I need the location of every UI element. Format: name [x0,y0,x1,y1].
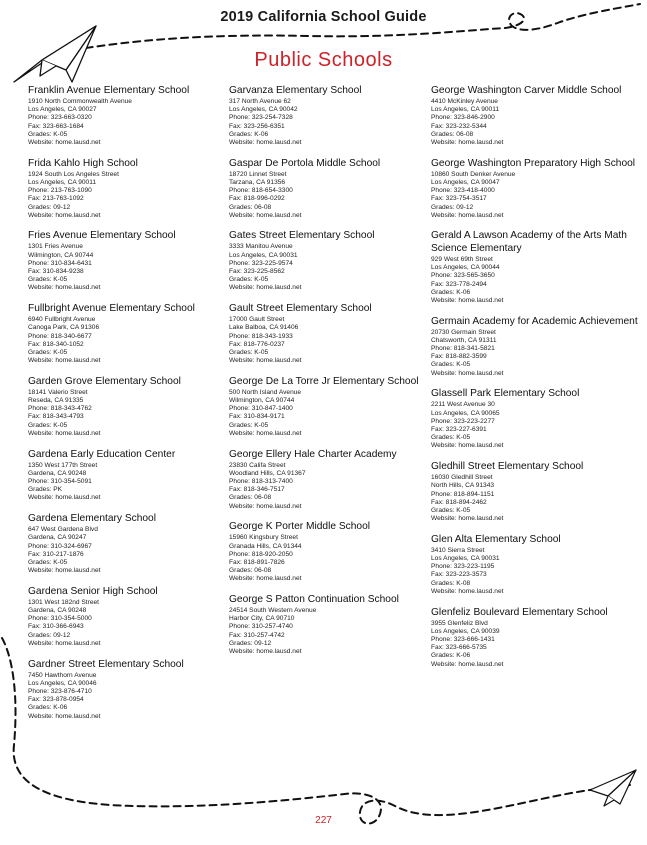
school-detail-line: Website: home.lausd.net [28,494,101,502]
school-detail-line: Website: home.lausd.net [28,712,101,720]
school-entry [431,607,643,669]
school-detail-line: Reseda, CA 91335 [28,397,84,405]
school-detail-line: Grades: K-05 [229,348,269,356]
school-detail-line: 4410 McKinley Avenue [431,98,498,105]
school-detail-line: Website: home.lausd.net [431,211,504,219]
school-detail-line: Phone: 323-223-1195 [431,563,495,571]
school-detail-line: Website: home.lausd.net [431,442,504,450]
school-entry [229,158,425,220]
school-detail-line: Fax: 818-882-3599 [431,353,487,361]
school-detail-line: 3410 Sierra Street [431,546,485,554]
school-detail-line: Grades: 06-08 [229,203,272,211]
school-name: Glenfeliz Boulevard Elementary School [431,606,608,618]
school-entry [229,85,425,147]
school-detail-line: Phone: 310-257-4740 [229,623,293,631]
school-detail-line: Grades: K-05 [431,434,471,442]
school-detail-line: 3955 Glenfeliz Blvd [431,619,488,627]
school-entry [229,230,425,292]
school-name: Glassell Park Elementary School [431,388,580,400]
school-detail-line: 18720 Linnet Street [229,170,287,178]
school-entry [229,594,425,656]
school-entry [229,376,425,438]
school-detail-line: Fax: 818-343-4793 [28,413,84,421]
school-detail-line: Phone: 818-341-5821 [431,345,495,353]
school-detail-line: Granada Hills, CA 91344 [229,542,302,550]
school-detail-line: Los Angeles, CA 90031 [229,251,298,259]
school-detail-line: Phone: 323-254-7328 [229,114,293,122]
school-name: Frida Kahlo High School [28,157,138,169]
school-name: Glen Alta Elementary School [431,533,561,545]
school-detail-line: 17000 Gault Street [229,316,285,324]
school-detail-line: Fax: 310-217-1876 [28,550,84,558]
school-detail-line: 6940 Fullbright Avenue [28,316,96,324]
school-detail-line: Grades: 09-12 [28,203,71,211]
school-name: George Washington Preparatory High School [431,157,636,169]
school-detail-line: Phone: 818-920-2050 [229,550,293,558]
school-detail-line: 2211 West Avenue 30 [431,401,495,409]
school-detail-line: Fax: 818-891-7826 [229,558,285,566]
school-detail-line: Website: home.lausd.net [28,639,101,647]
school-detail-line: Website: home.lausd.net [229,502,302,510]
school-entry [28,659,218,721]
school-detail-line: Grades: 09-12 [229,639,272,647]
school-detail-line: 500 North Island Avenue [229,388,302,396]
school-detail-line: Website: home.lausd.net [431,515,504,523]
school-detail-line: Grades: 06-08 [431,130,474,138]
school-detail-line: Los Angeles, CA 90044 [431,264,500,272]
school-column-2 [229,85,425,667]
school-detail-line: Los Angeles, CA 90039 [431,627,500,635]
school-detail-line: Website: home.lausd.net [229,211,302,219]
school-detail-line: Phone: 818-894-1151 [431,490,495,498]
school-detail-line: Grades: K-06 [28,704,68,712]
school-detail-line: Fax: 323-878-0954 [28,696,84,704]
school-detail-line: Phone: 818-340-6677 [28,332,92,340]
school-name: Fullbright Avenue Elementary School [28,303,195,315]
school-detail-line: Los Angeles, CA 90027 [28,106,97,114]
school-name: George Washington Carver Middle School [431,85,622,96]
school-name: Gledhill Street Elementary School [431,461,584,473]
school-detail-line: Phone: 818-343-4762 [28,405,92,413]
school-detail-line: Grades: K-05 [229,276,269,284]
school-name: George De La Torre Jr Elementary School [229,375,419,387]
school-detail-line: Gardena, CA 90247 [28,534,87,542]
school-detail-line: Wilmington, CA 90744 [229,397,295,405]
school-detail-line: 18141 Valerio Street [28,388,88,396]
school-detail-line: Fax: 323-663-1684 [28,122,84,130]
school-detail-line: Phone: 323-876-4710 [28,687,92,695]
school-detail-line: Fax: 818-776-0237 [229,340,285,348]
school-detail-line: 1910 North Commonwealth Avenue [28,98,132,105]
school-detail-line: Fax: 818-340-1052 [28,340,84,348]
school-detail-line: Website: home.lausd.net [431,660,504,668]
school-detail-line: 647 West Gardena Blvd [28,526,98,534]
school-name: George K Porter Middle School [229,521,370,533]
school-column-3 [431,85,643,679]
school-detail-line: Fax: 323-227-6391 [431,425,487,433]
school-name: George Ellery Hale Charter Academy [229,448,397,460]
school-detail-line: Grades: K-06 [431,652,471,660]
school-detail-line: Website: home.lausd.net [229,357,302,365]
school-entry [229,521,425,583]
school-detail-line: Lake Balboa, CA 91406 [229,324,299,332]
school-entry [431,461,643,523]
school-detail-line: Grades: K-06 [229,130,269,138]
school-detail-line: 1301 Fries Avenue [28,243,83,251]
school-entry [431,85,643,147]
school-entry [28,449,218,503]
school-detail-line: Website: home.lausd.net [431,296,504,304]
school-detail-line: Fax: 323-754-3517 [431,195,487,203]
school-name: Fries Avenue Elementary School [28,230,176,242]
school-entry [431,230,643,305]
school-detail-line: Fax: 818-996-0292 [229,195,285,203]
school-detail-line: Website: home.lausd.net [431,369,504,377]
school-detail-line: Fax: 310-366-6943 [28,623,84,631]
school-detail-line: Grades: K-05 [28,276,68,284]
school-detail-line: Chatsworth, CA 91311 [431,336,497,344]
school-name: Gardena Senior High School [28,585,158,597]
school-detail-line: Grades: K-08 [431,579,471,587]
school-detail-line: Website: home.lausd.net [229,284,302,292]
school-detail-line: Fax: 323-256-6351 [229,122,285,130]
school-name: Gardner Street Elementary School [28,658,184,670]
school-detail-line: Grades: 06-08 [229,567,272,575]
school-entry [28,303,218,365]
school-detail-line: 10860 South Denker Avenue [431,170,516,178]
school-detail-line: Los Angeles, CA 90011 [28,178,97,186]
school-detail-line: Phone: 323-663-0320 [28,114,92,122]
school-entry [28,376,218,438]
school-detail-line: Fax: 213-763-1092 [28,195,84,203]
school-detail-line: 1924 South Los Angeles Street [28,170,119,178]
school-detail-line: 16030 Gledhill Street [431,474,493,482]
school-detail-line: 1350 West 177th Street [28,461,98,469]
school-detail-line: Website: home.lausd.net [28,429,101,437]
school-detail-line: Grades: K-05 [431,506,471,514]
school-detail-line: Los Angeles, CA 90046 [28,679,97,687]
school-detail-line: Grades: K-05 [431,361,471,369]
school-detail-line: Phone: 310-354-5091 [28,478,92,485]
school-detail-line: 317 North Avenue 62 [229,98,291,105]
school-detail-line: Grades: PK [28,486,63,494]
school-detail-line: Grades: 09-12 [431,203,474,211]
school-detail-line: Los Angeles, CA 90031 [431,555,500,563]
page-number: 227 [315,815,332,826]
school-detail-line: Website: home.lausd.net [28,284,101,292]
school-detail-line: Wilmington, CA 90744 [28,251,94,259]
school-detail-line: Fax: 323-778-2494 [431,280,487,288]
school-detail-line: Fax: 323-225-8562 [229,268,285,276]
school-detail-line: Grades: K-05 [229,421,269,429]
school-detail-line: Website: home.lausd.net [431,587,504,595]
school-detail-line: Phone: 323-223-2277 [431,417,495,425]
school-entry [431,316,643,378]
school-name: Franklin Avenue Elementary School [28,85,190,96]
school-name: Gardena Early Education Center [28,448,176,460]
school-detail-line: Phone: 818-343-1933 [229,332,293,340]
school-detail-line: Fax: 323-223-3573 [431,571,487,579]
guide-title: 2019 California School Guide [220,9,427,25]
school-entry [28,230,218,292]
school-detail-line: Fax: 323-232-5344 [431,122,487,130]
school-detail-line: Fax: 310-834-9238 [28,268,84,276]
school-detail-line: Website: home.lausd.net [28,357,101,365]
school-entry [431,158,643,220]
school-detail-line: Website: home.lausd.net [28,567,101,575]
school-name: Gault Street Elementary School [229,303,372,315]
school-detail-line: Woodland Hills, CA 91367 [229,469,306,477]
school-detail-line: 3333 Manitou Avenue [229,243,293,251]
school-detail-line: 1301 West 182nd Street [28,598,99,606]
section-title: Public Schools [254,49,393,71]
school-detail-line: Website: home.lausd.net [229,429,302,437]
school-detail-line: Los Angeles, CA 90047 [431,178,500,186]
school-detail-line: Canoga Park, CA 91306 [28,324,100,332]
school-detail-line: Phone: 323-846-2900 [431,114,495,122]
school-detail-line: Phone: 310-847-1400 [229,405,293,413]
paper-plane-icon-bottom [590,770,636,806]
school-entry [28,158,218,220]
school-detail-line: Fax: 818-346-7517 [229,486,285,494]
school-detail-line: Website: home.lausd.net [28,139,101,147]
school-detail-line: Phone: 323-565-3650 [431,272,495,280]
school-name: Gerald A Lawson Academy of the Arts Math Science Elementary [431,230,627,254]
school-detail-line: Gardena, CA 90248 [28,469,87,477]
school-detail-line: Tarzana, CA 91356 [229,178,286,186]
school-detail-line: Phone: 323-418-4000 [431,187,495,195]
school-name: Gates Street Elementary School [229,230,375,242]
school-detail-line: Phone: 310-834-6431 [28,259,92,267]
school-detail-line: 20730 Germain Street [431,328,496,336]
school-detail-line: North Hills, CA 91343 [431,482,495,490]
school-detail-line: Phone: 213-763-1090 [28,187,92,195]
school-entry [28,586,218,648]
school-name: George S Patton Continuation School [229,594,399,606]
school-entry [28,85,218,147]
school-entry [229,449,425,511]
school-detail-line: 15960 Kingsbury Street [229,534,298,542]
school-detail-line: Gardena, CA 90248 [28,607,87,615]
school-name: Garden Grove Elementary School [28,375,181,387]
school-detail-line: 24514 South Western Avenue [229,607,317,615]
school-detail-line: Fax: 310-834-9171 [229,413,285,421]
school-detail-line: 7450 Hawthorn Avenue [28,671,97,679]
school-detail-line: Grades: 09-12 [28,631,71,639]
school-detail-line: Fax: 310-257-4742 [229,631,285,639]
school-detail-line: Fax: 323-666-5735 [431,644,487,652]
school-entry [431,388,643,450]
school-detail-line: Harbor City, CA 90710 [229,615,295,623]
school-detail-line: Fax: 818-894-2462 [431,498,487,506]
school-detail-line: Phone: 310-354-5000 [28,615,92,623]
school-detail-line: Grades: K-05 [28,558,68,566]
school-name: Garvanza Elementary School [229,85,362,96]
school-column-1 [28,85,218,731]
school-detail-line: 929 West 69th Street [431,255,493,263]
school-detail-line: Website: home.lausd.net [28,211,101,219]
school-detail-line: Grades: K-05 [28,348,68,356]
school-detail-line: Phone: 818-654-3300 [229,187,293,195]
school-detail-line: Los Angeles, CA 90042 [229,106,298,114]
school-detail-line: Website: home.lausd.net [229,575,302,583]
school-detail-line: Phone: 323-666-1431 [431,635,495,643]
school-name: Gaspar De Portola Middle School [229,157,381,169]
school-detail-line: Grades: K-06 [431,288,471,296]
school-detail-line: Website: home.lausd.net [431,139,504,147]
school-entry [431,534,643,596]
school-detail-line: Phone: 310-324-6967 [28,542,92,550]
school-name: Germain Academy for Academic Achievement [431,315,638,327]
school-detail-line: Grades: K-05 [28,130,68,138]
school-detail-line: Grades: 06-08 [229,494,272,502]
school-detail-line: Phone: 818-313-7400 [229,478,293,485]
school-detail-line: Phone: 323-225-9574 [229,259,293,267]
school-entry [229,303,425,365]
school-entry [28,513,218,575]
school-detail-line: Website: home.lausd.net [229,648,302,656]
school-detail-line: Website: home.lausd.net [229,139,302,147]
school-detail-line: Los Angeles, CA 90011 [431,106,500,114]
school-detail-line: 23830 Califa Street [229,461,286,469]
school-name: Gardena Elementary School [28,513,156,525]
school-detail-line: Los Angeles, CA 90065 [431,409,500,417]
school-detail-line: Grades: K-05 [28,421,68,429]
